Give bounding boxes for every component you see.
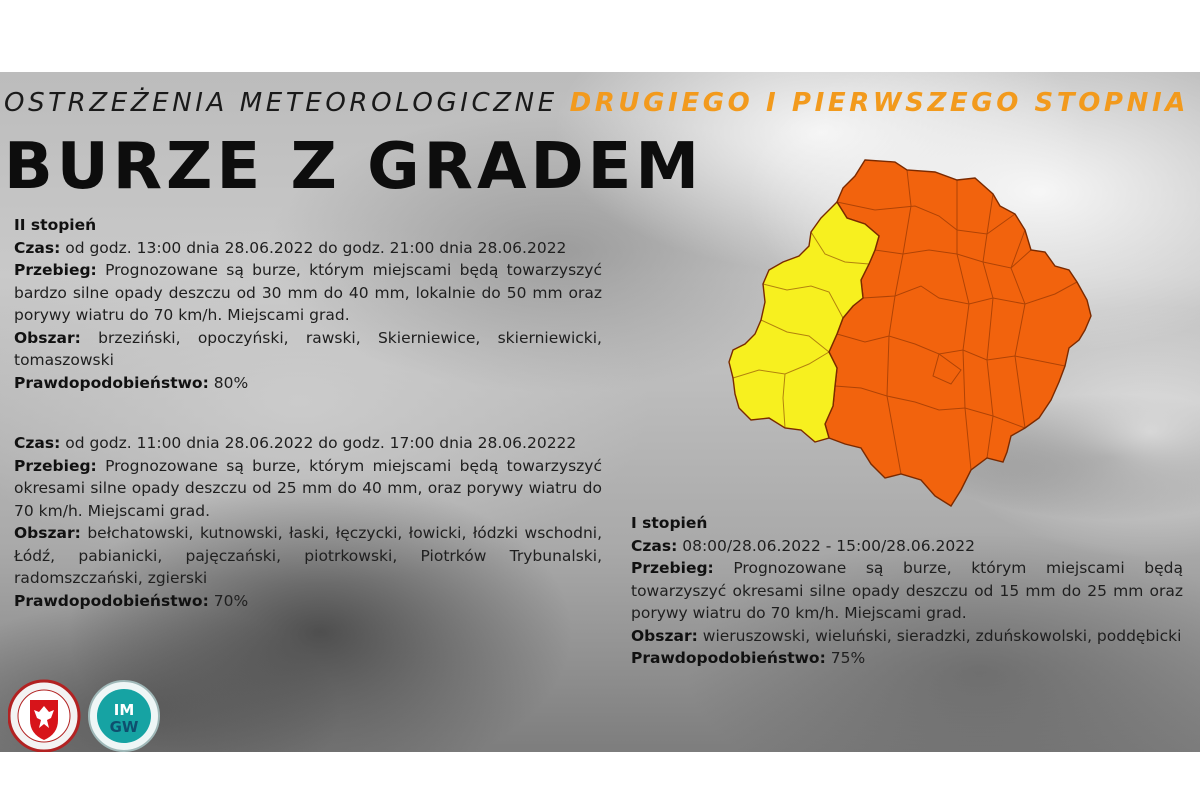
level2-warning-2 <box>14 432 602 612</box>
probability-label: Prawdopodobieństwo: <box>631 649 826 667</box>
time-label: Czas: <box>14 238 61 257</box>
probability-value: 70% <box>213 591 249 610</box>
level2-heading: II stopień <box>14 216 97 234</box>
header-prefix: OSTRZEŻENIA METEOROLOGICZNE <box>4 88 558 118</box>
polish-eagle-emblem-icon <box>9 681 79 751</box>
warning-map <box>725 158 1095 513</box>
level1-heading: I stopień <box>631 514 708 532</box>
area-value: brzeziński, opoczyński, rawski, Skierniewice, skierniewicki, tomaszowski <box>14 328 602 369</box>
level2-w2-probability <box>14 590 602 613</box>
area-value: wieruszowski, wieluński, sieradzki, zduńskowolski, poddębicki <box>702 626 1182 645</box>
imgw-logo <box>89 681 159 751</box>
course-value: Prognozowane są burze, którym miejscami będą towarzyszyć bardzo silne opady deszczu od 30 mm do 40 mm, lokalnie do 50 mm oraz porywy wiatru do 70 km/h. Miejscami grad. <box>14 261 602 324</box>
header-line <box>4 88 1189 118</box>
level1-time <box>631 535 1183 558</box>
probability-label: Prawdopodobieństwo: <box>14 373 209 392</box>
level2-w2-area <box>14 522 602 590</box>
level2-area <box>825 160 1091 506</box>
imgw-text-top: IM <box>113 701 135 719</box>
header-accent: DRUGIEGO I PIERWSZEGO STOPNIA <box>569 88 1189 118</box>
time-label: Czas: <box>631 536 678 555</box>
time-value: od godz. 11:00 dnia 28.06.2022 do godz. 17:00 dnia 28.06.20222 <box>65 434 577 452</box>
warning-poster <box>0 72 1200 752</box>
time-value: od godz. 13:00 dnia 28.06.2022 do godz. 21:00 dnia 28.06.2022 <box>65 238 567 257</box>
level2-w1-probability <box>14 372 602 395</box>
level2-warning-1 <box>14 214 602 394</box>
level2-w1-area <box>14 327 602 372</box>
page-title: BURZE Z GRADEM <box>4 130 703 204</box>
area-value: bełchatowski, kutnowski, łaski, łęczycki, łowicki, łódzki wschodni, Łódź, pabianicki, pajęczański, piotrkowski, Piotrków Trybunalski, radomszczański, zgierski <box>14 524 602 587</box>
level1-probability <box>631 647 1183 670</box>
course-label: Przebieg: <box>14 456 97 475</box>
area-label: Obszar: <box>14 328 81 347</box>
course-label: Przebieg: <box>14 261 97 279</box>
level2-w1-time <box>14 237 602 260</box>
level2-w2-time <box>14 432 602 455</box>
imgw-text-bottom: GW <box>109 718 139 736</box>
level1-course <box>631 557 1183 625</box>
level1-area <box>631 625 1183 648</box>
level2-w2-course <box>14 455 602 523</box>
logos <box>8 678 168 752</box>
area-label: Obszar: <box>14 524 81 542</box>
probability-label: Prawdopodobieństwo: <box>14 591 209 610</box>
map-level2-region <box>825 160 1091 506</box>
course-value: Prognozowane są burze, którym miejscami będą towarzyszyć okresami silne opady deszczu od 15 mm do 25 mm oraz porywy wiatru do 70 km/h. Miejscami grad. <box>631 559 1184 622</box>
probability-value: 75% <box>830 649 866 667</box>
probability-value: 80% <box>213 373 249 392</box>
course-value: Prognozowane są burze, którym miejscami będą towarzyszyć okresami silne opady deszczu od 25 mm do 40 mm, oraz porywy wiatru do 70 km/h. Miejscami grad. <box>14 456 602 520</box>
level2-w1-course <box>14 259 602 327</box>
area-label: Obszar: <box>631 626 698 645</box>
level1-warning <box>631 512 1183 670</box>
course-label: Przebieg: <box>631 559 714 577</box>
time-value: 08:00/28.06.2022 - 15:00/28.06.2022 <box>682 536 975 555</box>
time-label: Czas: <box>14 434 61 452</box>
